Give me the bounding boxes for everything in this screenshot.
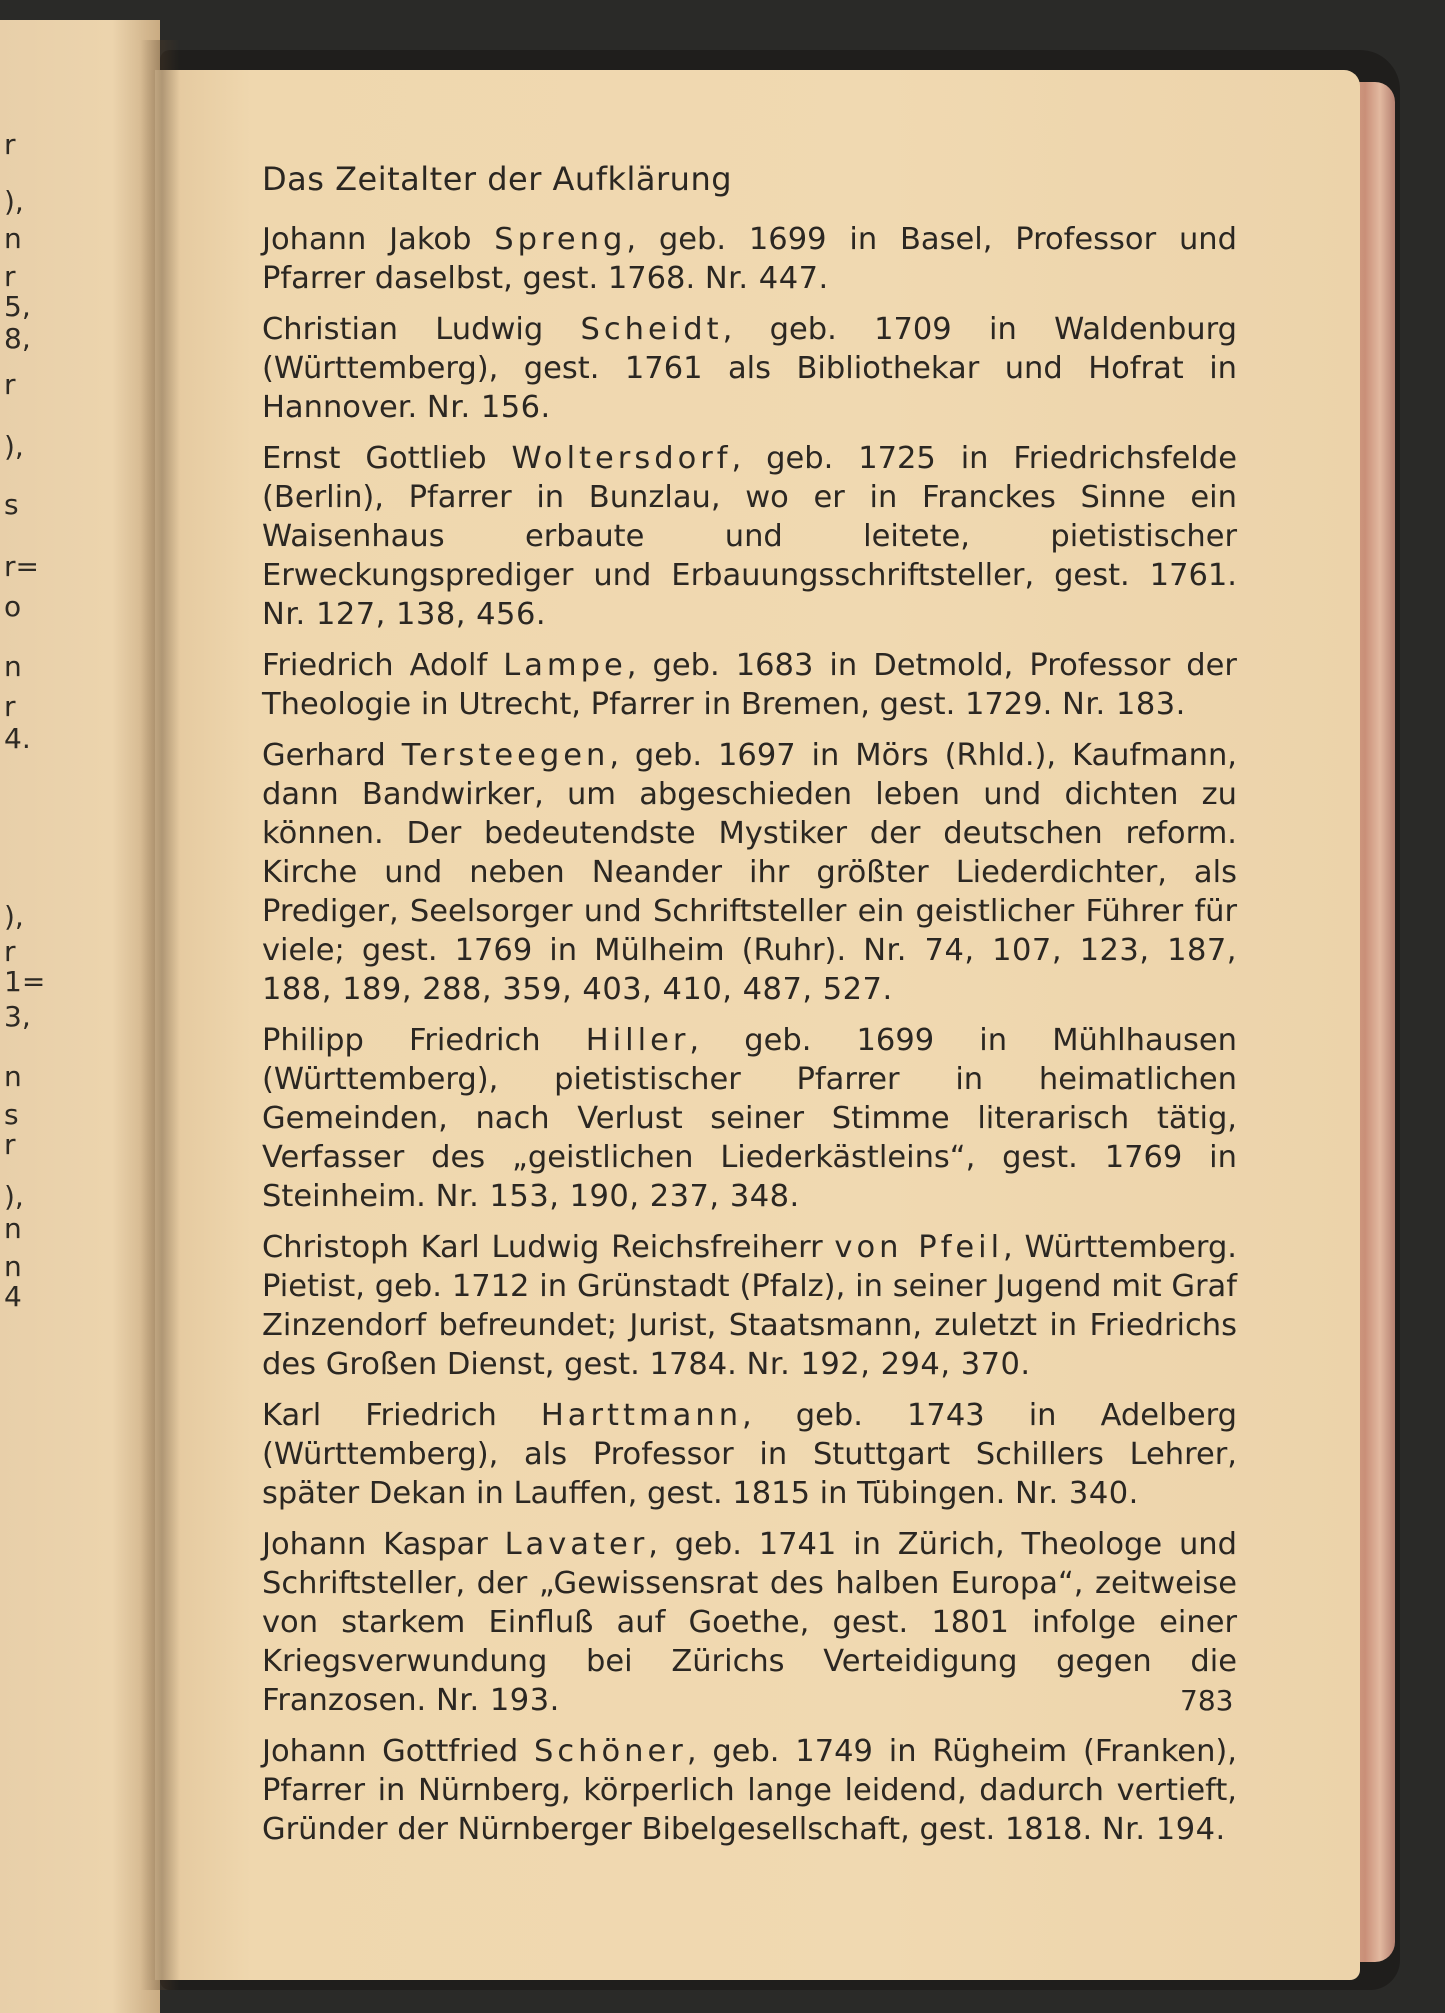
entry-name: Gerhard — [262, 738, 386, 773]
entry-text: , geb. 1709 in Waldenburg (Württemberg), gest. 1761 als Bibliothekar und Hofrat in Hannover. — [262, 312, 1237, 425]
left-page-fragment: ), — [4, 1180, 24, 1213]
left-page-fragment: ), — [4, 430, 24, 463]
biography-entry — [262, 1228, 1237, 1384]
left-page-fragment: 3, — [4, 1000, 31, 1033]
book-gutter — [140, 40, 180, 1990]
entry-hymn-numbers: Nr. 153, 190, 237, 348. — [435, 1179, 800, 1214]
left-page-fragment: 4 — [4, 1280, 22, 1313]
left-page-fragment: o — [4, 590, 22, 623]
entry-text: , Württemberg. Pietist, geb. 1712 in Grünstadt (Pfalz), in seiner Jugend mit Graf Zinzendorf befreundet; Jurist, Staatsmann, zuletzt in Friedrichs des Großen Dienst, gest. 1784. — [262, 1230, 1237, 1382]
entry-name: Johann Jakob — [262, 222, 472, 257]
entry-surname: Hiller — [585, 1023, 690, 1058]
left-page-fragment: 5, — [4, 290, 31, 323]
page-number: 783 — [1180, 1684, 1234, 1717]
biography-entry — [262, 646, 1237, 724]
left-page-fragment: ), — [4, 900, 24, 933]
left-page-fragment: r — [4, 368, 16, 401]
entry-hymn-numbers: Nr. 194. — [1101, 1812, 1226, 1847]
entry-text: , geb. 1699 in Basel, Professor und Pfarrer daselbst, gest. 1768. — [262, 222, 1237, 296]
left-page-fragment: 1= — [4, 965, 46, 998]
entry-surname: von Pfeil — [834, 1230, 1004, 1265]
left-page-fragment: r — [4, 690, 16, 723]
biography-entries — [262, 220, 1237, 1849]
entry-surname: Lavater — [504, 1527, 649, 1562]
entry-surname: Schöner — [534, 1734, 687, 1769]
entry-surname: Tersteegen — [401, 738, 610, 773]
left-page-fragment: r — [4, 128, 16, 161]
entry-hymn-numbers: Nr. 447. — [704, 261, 829, 296]
left-page-fragment: r — [4, 260, 16, 293]
biography-entry — [262, 1021, 1237, 1216]
entry-text: , geb. 1749 in Rügheim (Franken), Pfarrer in Nürnberg, körperlich lange leidend, dadurch vertieft, Gründer der Nürnberger Bibelgesellschaft, gest. 1818. — [262, 1734, 1237, 1847]
entry-surname: Spreng — [494, 222, 627, 257]
entry-hymn-numbers: Nr. 340. — [1014, 1476, 1139, 1511]
entry-name: Philipp Friedrich — [262, 1023, 541, 1058]
biography-entry — [262, 1396, 1237, 1513]
left-page-fragment: r= — [4, 550, 39, 583]
left-page-fragment: ), — [4, 185, 24, 218]
entry-surname: Harttmann — [540, 1398, 743, 1433]
biography-entry — [262, 310, 1237, 427]
biography-entry — [262, 1525, 1237, 1720]
left-page-fragment: n — [4, 650, 22, 683]
entry-text: , geb. 1741 in Zürich, Theologe und Schriftsteller, der „Gewissensrat des halben Europa“, zeitweise von starkem Einfluß auf Goethe, gest. 1801 infolge einer Kriegsverwundung bei Zürichs Verteidigung gegen die Franzosen. — [262, 1527, 1237, 1718]
entry-name: Friedrich Adolf — [262, 648, 488, 683]
entry-name: Johann Gottfried — [262, 1734, 519, 1769]
left-page-fragment: s — [4, 1098, 19, 1131]
entry-hymn-numbers: Nr. 183. — [1062, 687, 1186, 722]
entry-hymn-numbers: Nr. 193. — [435, 1683, 560, 1718]
entry-text: , geb. 1743 in Adelberg (Württemberg), als Professor in Stuttgart Schillers Lehrer, später Dekan in Lauffen, gest. 1815 in Tübingen. — [262, 1398, 1237, 1511]
left-page-fragment: r — [4, 935, 16, 968]
biography-entry — [262, 1732, 1237, 1849]
running-head: Das Zeitalter der Aufklärung — [262, 160, 733, 198]
entry-text: , geb. 1697 in Mörs (Rhld.), Kaufmann, dann Bandwirker, um abgeschieden leben und dichten zu können. Der bedeutendste Mystiker der deutschen reform. Kirche und neben Neander ihr größter Liederdichter, als Prediger, Seelsorger und Schriftsteller ein geistlicher Führer für viele; gest. 1769 in Mülheim (Ruhr). — [262, 738, 1237, 968]
entry-text: , geb. 1683 in Detmold, Professor der Theologie in Utrecht, Pfarrer in Bremen, gest. 1729. — [262, 648, 1237, 722]
left-page-fragment: 8, — [4, 322, 31, 355]
left-page-fragment: r — [4, 1128, 16, 1161]
left-page-fragment: n — [4, 1060, 22, 1093]
entry-hymn-numbers: Nr. 127, 138, 456. — [262, 597, 547, 632]
entry-name: Christoph Karl Ludwig Reichsfreiherr — [262, 1230, 823, 1265]
entry-text: , geb. 1699 in Mühlhausen (Württemberg), pietistischer Pfarrer in heimatlichen Gemeinden, nach Verlust seiner Stimme literarisch tätig, Verfasser des „geistlichen Liederkästleins“, gest. 1769 in Steinheim. — [262, 1023, 1237, 1214]
left-page-fragment: n — [4, 222, 22, 255]
entry-surname: Woltersdorf — [511, 441, 732, 476]
left-page-fragment: s — [4, 488, 19, 521]
entry-hymn-numbers: Nr. 74, 107, 123, 187, 188, 189, 288, 359, 403, 410, 487, 527. — [262, 933, 1237, 1007]
left-page-fragment: n — [4, 1212, 22, 1245]
entry-hymn-numbers: Nr. 192, 294, 370. — [746, 1347, 1031, 1382]
entry-name: Christian Ludwig — [262, 312, 544, 347]
page-content — [262, 160, 1237, 1861]
entry-hymn-numbers: Nr. 156. — [426, 390, 551, 425]
biography-entry — [262, 220, 1237, 298]
entry-name: Johann Kaspar — [262, 1527, 488, 1562]
entry-text: , geb. 1725 in Friedrichsfelde (Berlin), Pfarrer in Bunzlau, wo er in Franckes Sinne ein Waisenhaus erbaute und leitete, pietistischer Erweckungsprediger und Erbauungsschriftsteller, gest. 1761. — [262, 441, 1237, 593]
biography-entry — [262, 439, 1237, 634]
biography-entry — [262, 736, 1237, 1009]
entry-name: Ernst Gottlieb — [262, 441, 487, 476]
left-page-fragment: 4. — [4, 722, 31, 755]
entry-name: Karl Friedrich — [262, 1398, 497, 1433]
entry-surname: Lampe — [503, 648, 627, 683]
left-page-fragment: n — [4, 1250, 22, 1283]
entry-surname: Scheidt — [580, 312, 723, 347]
